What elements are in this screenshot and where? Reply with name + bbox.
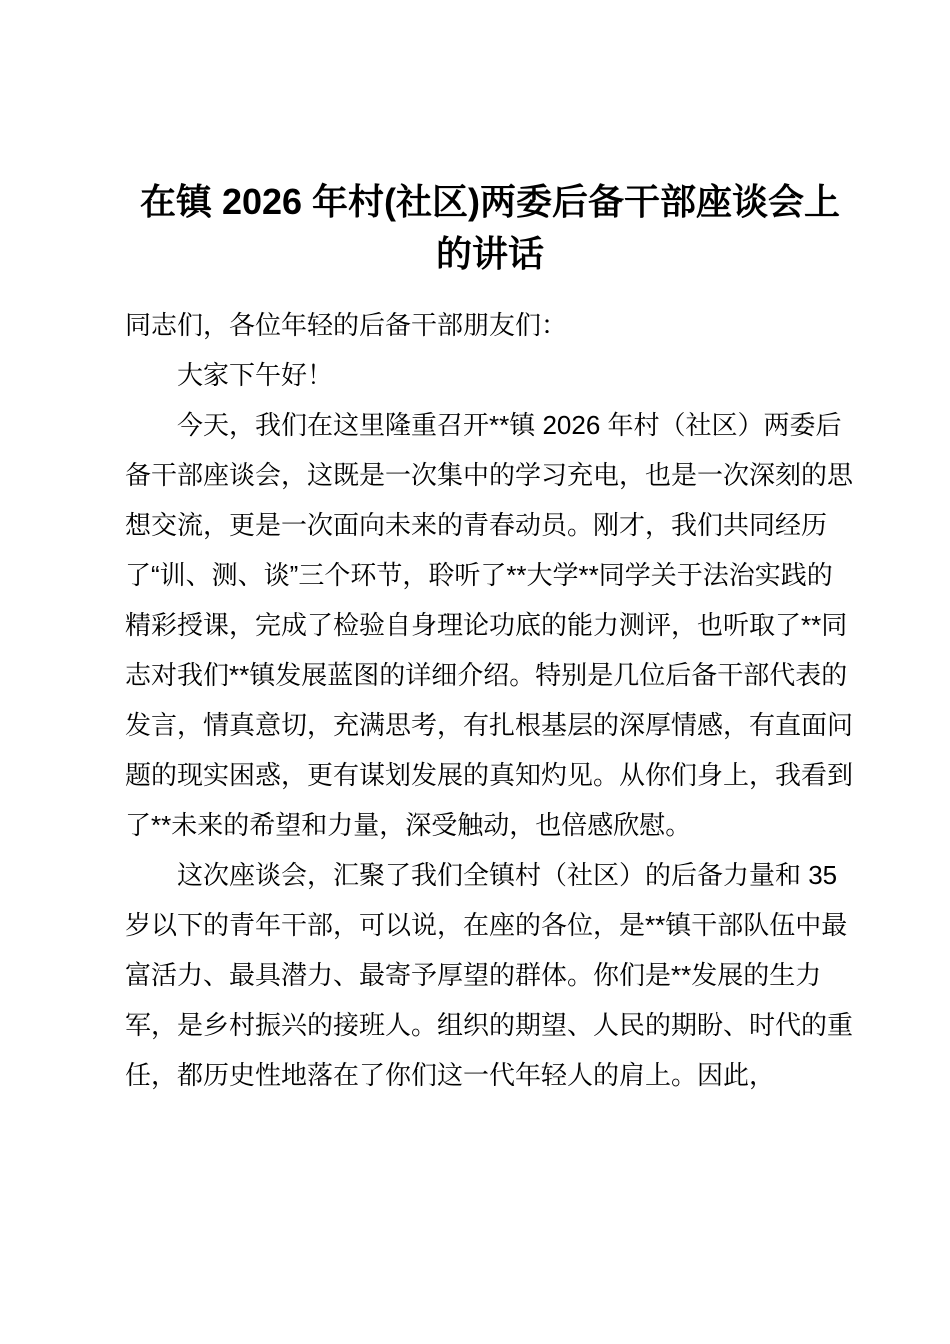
document-title: 在镇 2026 年村(社区)两委后备干部座谈会上的讲话	[139, 181, 841, 274]
document-body	[125, 300, 855, 1100]
paragraph-audience: 这次座谈会，汇聚了我们全镇村（社区）的后备力量和 35 岁以下的青年干部，可以说，在座的各位，是**镇干部队伍中最富活力、最具潜力、最寄予厚望的群体。你们是**发展的生力军，是乡村振兴的接班人。组织的期望、人民的期盼、时代的重任，都历史性地落在了你们这一代年轻人的肩上。因此，	[125, 860, 854, 1090]
paragraph-salutation: 同志们，各位年轻的后备干部朋友们：	[125, 310, 568, 340]
paragraph-greeting: 大家下午好！	[177, 360, 334, 390]
paragraph-opening: 今天，我们在这里隆重召开**镇 2026 年村（社区）两委后备干部座谈会，这既是一次集中的学习充电，也是一次深刻的思想交流，更是一次面向未来的青春动员。刚才，我们共同经历了“训、测、谈”三个环节，聆听了**大学**同学关于法治实践的精彩授课，完成了检验自身理论功底的能力测评，也听取了**同志对我们**镇发展蓝图的详细介绍。特别是几位后备干部代表的发言，情真意切，充满思考，有扎根基层的深厚情感，有直面问题的现实困惑，更有谋划发展的真知灼见。从你们身上，我看到了**未来的希望和力量，深受触动，也倍感欣慰。	[125, 410, 854, 840]
